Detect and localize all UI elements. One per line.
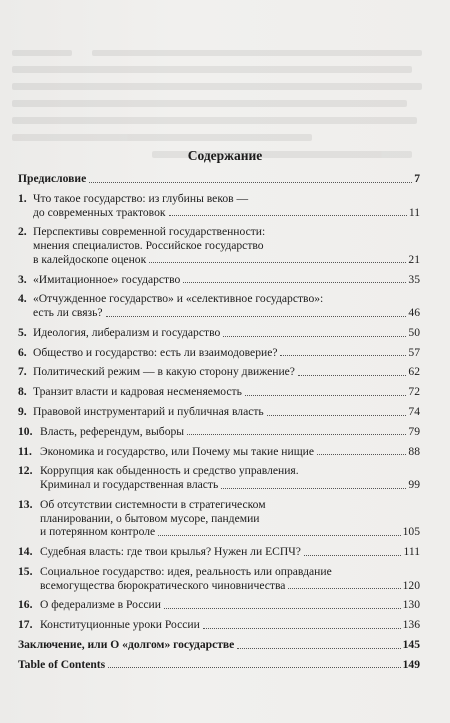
dot-leader (108, 667, 400, 668)
toc-page-number: 57 (408, 345, 420, 359)
toc-page-number: 62 (408, 365, 420, 379)
toc-entry-title: Правовой инструментарий и публичная власть (33, 404, 264, 418)
dot-leader (298, 375, 406, 376)
toc-entry-number: 17. (18, 618, 33, 632)
toc-page-number: 88 (408, 444, 420, 458)
toc-entry-title: Конституционные уроки России (40, 618, 200, 632)
toc-entry-title: Общество и государство: есть ли взаимодоверие? (33, 345, 278, 359)
toc-page-number: 145 (402, 637, 420, 651)
toc-entry-title: Социальное государство: идея, реальность или оправдание (40, 564, 332, 578)
toc-page-number: 74 (408, 404, 420, 418)
toc-page-number: 120 (402, 578, 420, 592)
toc-entry-title: Table of Contents (18, 657, 106, 671)
dot-leader (203, 628, 401, 629)
toc-entry (18, 498, 420, 539)
toc-entry (18, 598, 420, 612)
toc-entry-number: 5. (18, 325, 27, 339)
toc-entry (18, 464, 420, 491)
dot-leader (169, 215, 407, 216)
toc-entry-number: 8. (18, 385, 27, 399)
dot-leader (280, 355, 406, 356)
toc-entry-title: Что такое государство: из глубины веков — (33, 191, 249, 205)
toc-entry-title: Криминал и государственная власть (40, 478, 219, 492)
toc-entry (18, 618, 420, 632)
dot-leader (237, 648, 400, 649)
toc-entry (18, 273, 420, 287)
toc-entry-title: Коррупция как обыденность и средство управления. (40, 464, 299, 478)
toc-entry-title: Идеология, либерализм и государство (33, 325, 221, 339)
toc-entry (18, 565, 420, 592)
toc-entry-title: Заключение, или О «долгом» государстве (18, 637, 235, 651)
toc-entry-number: 13. (18, 497, 33, 511)
toc-entry-number: 15. (18, 564, 33, 578)
dot-leader (158, 535, 400, 536)
toc-entry (18, 405, 420, 419)
toc-entry-title: Об отсутствии системности в стратегическом (40, 497, 266, 511)
toc-entry-number: 16. (18, 598, 33, 612)
toc-entry (18, 192, 420, 219)
toc-entry-number: 10. (18, 424, 33, 438)
toc-entry-title: Предисловие (18, 172, 87, 185)
dot-leader (183, 282, 406, 283)
toc-entry-title: всемогущества бюрократического чиновничества (40, 578, 286, 592)
toc-entry (18, 225, 420, 266)
toc-entry-number: 9. (18, 404, 27, 418)
page-title: Содержание (187, 148, 263, 163)
toc-page-number: 11 (408, 205, 420, 219)
dot-leader (89, 182, 412, 183)
toc-entry (18, 172, 420, 186)
toc-entry-number: 12. (18, 464, 33, 478)
toc-entry-number: 6. (18, 345, 27, 359)
dot-leader (164, 608, 401, 609)
toc-entry (18, 445, 420, 459)
toc-entry-number: 7. (18, 365, 27, 379)
toc-page-number: 136 (402, 618, 420, 632)
table-of-contents (18, 172, 420, 678)
toc-entry-title: «Отчужденное государство» и «селективное государство»: (33, 292, 324, 306)
toc-page-number: 7 (414, 172, 420, 185)
toc-page-number: 21 (408, 252, 420, 266)
toc-page-number: 99 (408, 478, 420, 492)
toc-entry (18, 365, 420, 379)
toc-entry (18, 658, 420, 672)
toc-page-number: 35 (408, 272, 420, 286)
toc-entry-title: Власть, референдум, выборы (40, 424, 185, 438)
toc-entry-title: есть ли связь? (33, 306, 103, 319)
toc-entry-title: Судебная власть: где твои крылья? Нужен ли ЕСПЧ? (40, 545, 301, 559)
toc-page-number: 79 (408, 424, 420, 438)
toc-entry (18, 292, 420, 319)
toc-entry-number: 2. (18, 225, 27, 239)
toc-page-number: 149 (402, 657, 420, 671)
dot-leader (149, 262, 406, 263)
toc-entry-title: «Имитационное» государство (33, 272, 181, 286)
toc-entry-number: 1. (18, 191, 27, 205)
toc-entry-number: 3. (18, 272, 27, 286)
toc-entry (18, 638, 420, 652)
toc-entry-title: Политический режим — в какую сторону движение? (33, 365, 295, 379)
dot-leader (288, 588, 400, 589)
toc-entry-title: Перспективы современной государственности: (33, 225, 266, 239)
toc-page-number: 130 (402, 598, 420, 612)
dot-leader (223, 336, 406, 337)
toc-entry-number: 11. (18, 444, 32, 458)
toc-entry (18, 385, 420, 399)
toc-entry (18, 425, 420, 439)
toc-page-number: 50 (408, 325, 420, 339)
toc-page-number: 111 (403, 545, 420, 559)
dot-leader (187, 434, 406, 435)
dot-leader (317, 454, 406, 455)
toc-entry-title: Транзит власти и кадровая несменяемость (33, 385, 242, 399)
toc-entry-title: мнения специалистов. Российское государство (33, 239, 264, 252)
toc-entry-title: до современных трактовок (33, 205, 166, 219)
toc-entry-title: Экономика и государство, или Почему мы такие нищие (40, 444, 314, 458)
dot-leader (267, 415, 407, 416)
toc-page-number: 105 (402, 525, 420, 539)
toc-entry-title: О федерализме в России (40, 598, 161, 612)
toc-entry-title: планировании, о бытовом мусоре, пандемии (40, 511, 260, 525)
toc-page-number: 46 (408, 306, 420, 319)
toc-entry (18, 346, 420, 360)
dot-leader (304, 555, 402, 556)
toc-entry-number: 14. (18, 545, 33, 559)
toc-entry (18, 326, 420, 340)
toc-entry (18, 545, 420, 559)
toc-entry-title: в калейдоскопе оценок (33, 252, 147, 266)
dot-leader (221, 488, 406, 489)
toc-entry-title: и потерянном контроле (40, 525, 156, 539)
dot-leader (106, 316, 407, 317)
toc-page-number: 72 (408, 385, 420, 399)
toc-entry-number: 4. (18, 292, 27, 306)
dot-leader (245, 395, 407, 396)
